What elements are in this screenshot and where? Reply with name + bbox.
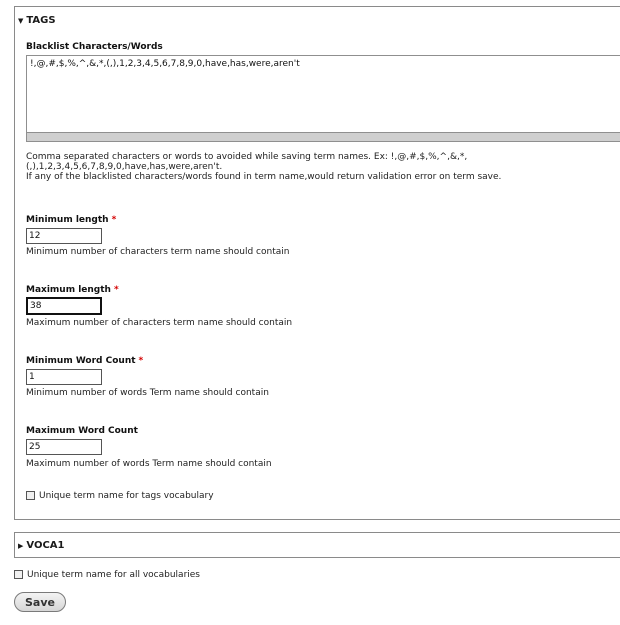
max-word-count-description: Maximum number of words Term name should contain (26, 459, 272, 469)
tags-fieldset (14, 6, 620, 520)
unique-all-checkbox[interactable] (14, 570, 23, 579)
min-word-count-label: Minimum Word Count * (26, 356, 144, 366)
voca1-fieldset (14, 532, 620, 558)
max-length-label: Maximum length * (26, 285, 119, 295)
min-word-count-description: Minimum number of words Term name should contain (26, 388, 269, 398)
min-length-description: Minimum number of characters term name should contain (26, 247, 290, 257)
unique-all-label: Unique term name for all vocabularies (27, 570, 200, 580)
required-marker: * (113, 285, 119, 295)
voca1-legend[interactable] (18, 540, 65, 551)
max-word-count-label: Maximum Word Count (26, 426, 138, 436)
blacklist-textarea[interactable] (26, 55, 620, 133)
required-marker: * (111, 215, 117, 225)
unique-tags-checkbox[interactable] (26, 491, 35, 500)
max-length-input[interactable]: 38 (26, 297, 102, 315)
unique-tags-option[interactable] (26, 491, 214, 501)
unique-all-option[interactable] (14, 570, 200, 580)
min-length-input[interactable]: 12 (26, 228, 102, 244)
save-button[interactable]: Save (14, 592, 66, 612)
textarea-resize-grip[interactable] (26, 133, 620, 142)
voca1-legend-label: VOCA1 (26, 540, 65, 551)
collapse-triangle-icon: ▼ (18, 16, 24, 25)
blacklist-label: Blacklist Characters/Words (26, 42, 163, 52)
tags-legend-label: TAGS (26, 15, 56, 26)
blacklist-description: Comma separated characters or words to avoided while saving term names. Ex: !,@,#,$,%,^,&,*,(,),1,2,3,4,5,6,7,8,9,0,have,has,were,aren't. (26, 152, 468, 172)
min-word-count-input[interactable]: 1 (26, 369, 102, 385)
max-word-count-input[interactable]: 25 (26, 439, 102, 455)
blacklist-note: If any of the blacklisted characters/words found in term name,would return validation error on term save. (26, 172, 502, 182)
tags-legend[interactable] (18, 15, 56, 26)
blacklist-value: !,@,#,$,%,^,&,*,(,),1,2,3,4,5,6,7,8,9,0,have,has,were,aren't (30, 59, 300, 69)
expand-triangle-icon: ▶ (18, 541, 24, 550)
min-length-label: Minimum length * (26, 215, 117, 225)
max-length-description: Maximum number of characters term name should contain (26, 318, 293, 328)
unique-tags-label: Unique term name for tags vocabulary (39, 491, 214, 501)
required-marker: * (138, 356, 144, 366)
